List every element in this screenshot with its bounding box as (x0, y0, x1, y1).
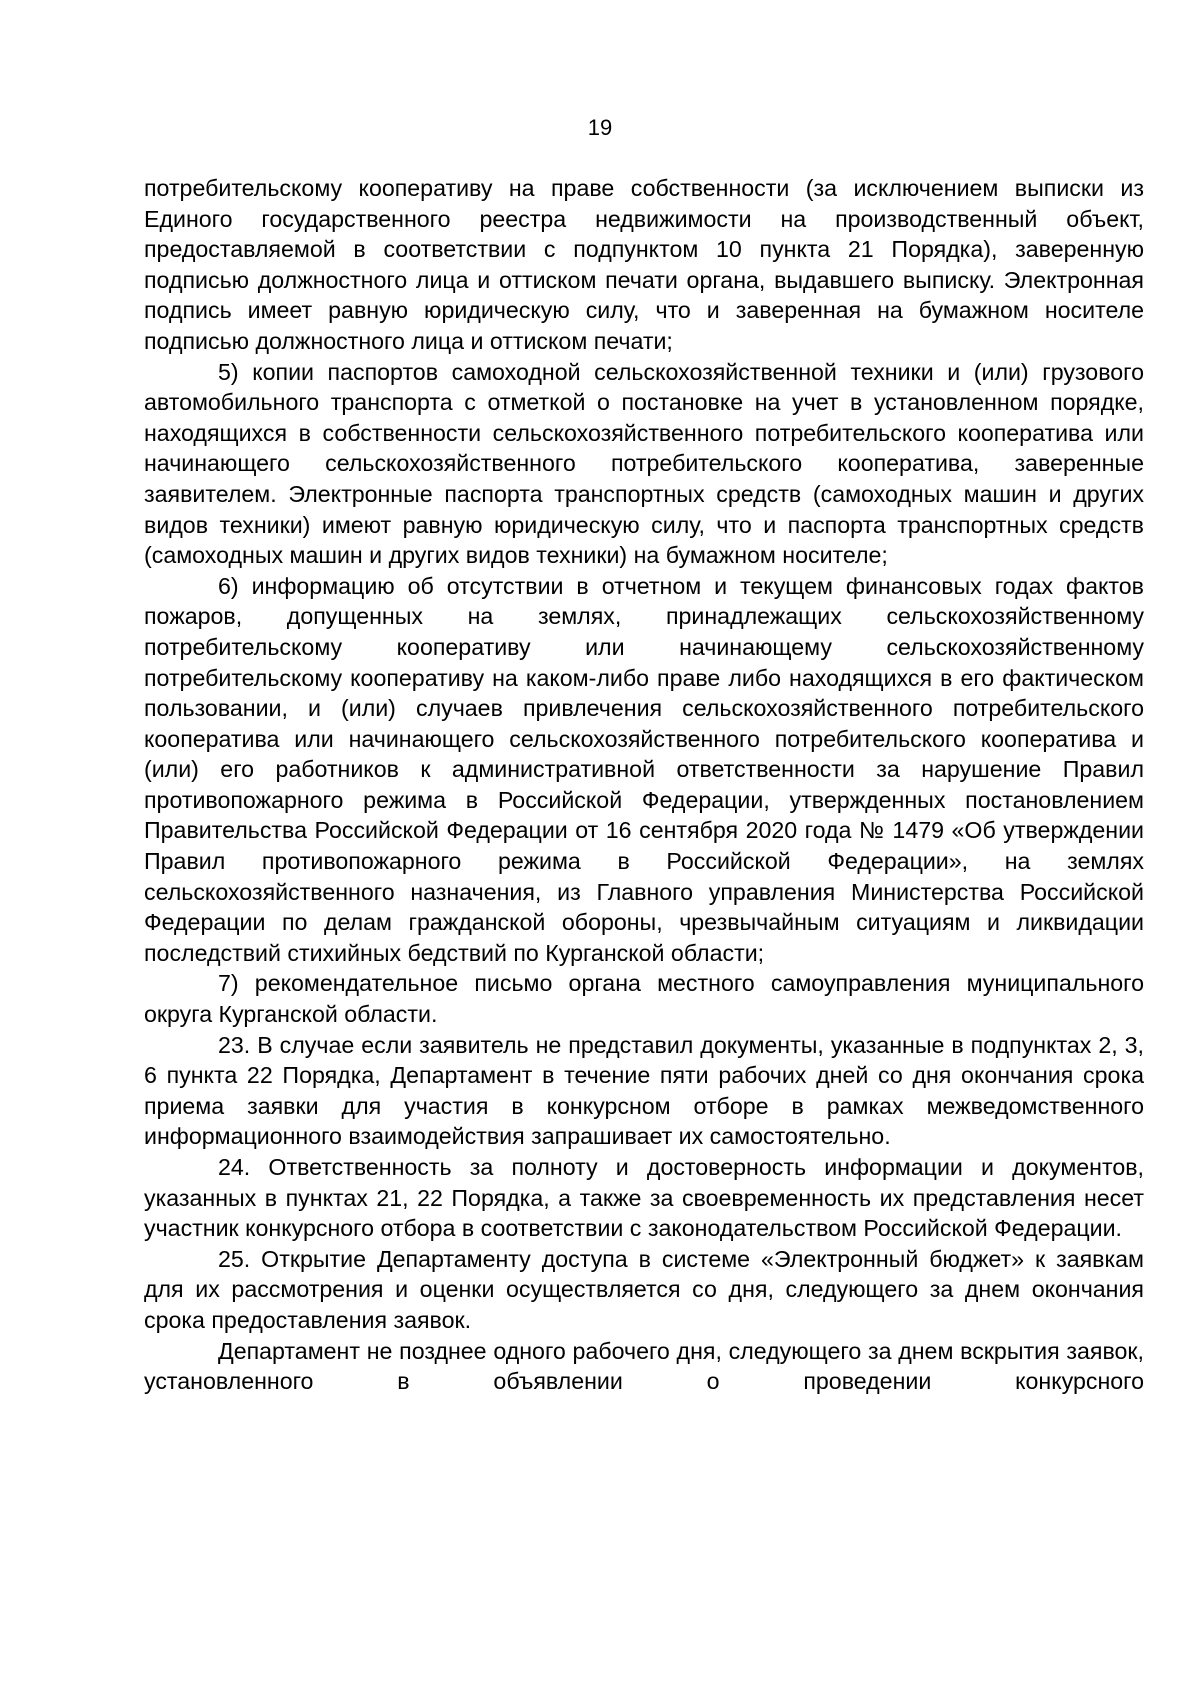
paragraph-25: 25. Открытие Департаменту доступа в системе «Электронный бюджет» к заявкам для их рассмотрения и оценки осуществляется со дня, следующего за днем окончания срока предоставления заявок. (144, 1245, 1144, 1333)
document-body (144, 173, 1144, 1397)
paragraph-item-6: 6) информацию об отсутствии в отчетном и текущем финансовых годах фактов пожаров, допущенных на землях, принадлежащих сельскохозяйственному потребительскому кооперативу или начинающему сельскохозяйственному потребительскому кооперативу на каком-либо праве либо находящихся в его фактическом пользовании, и (или) случаев привлечения сельскохозяйственного потребительского кооператива или начинающего сельскохозяйственного потребительского кооператива и (или) его работников к административной ответственности за нарушение Правил противопожарного режима в Российской Федерации, утвержденных постановлением Правительства Российской Федерации от 16 сентября 2020 года № 1479 «Об утверждении Правил противопожарного режима в Российской Федерации», на землях сельскохозяйственного назначения, из Главного управления Министерства Российской Федерации по делам гражданской обороны, чрезвычайным ситуациям и ликвидации последствий стихийных бедствий по Курганской области; (144, 572, 1144, 966)
paragraph-continuation: потребительскому кооперативу на праве собственности (за исключением выписки из Единого государственного реестра недвижимости на производственный объект, предоставляемой в соответствии с подпунктом 10 пункта 21 Порядка), заверенную подписью должностного лица и оттиском печати органа, выдавшего выписку. Электронная подпись имеет равную юридическую силу, что и заверенная на бумажном носителе подписью должностного лица и оттиском печати; (144, 175, 1144, 354)
paragraph-23: 23. В случае если заявитель не представил документы, указанные в подпунктах 2, 3, 6 пункта 22 Порядка, Департамент в течение пяти рабочих дней со дня окончания срока приема заявки для участия в конкурсном отборе в рамках межведомственного информационного взаимодействия запрашивает их самостоятельно. (144, 1031, 1144, 1150)
paragraph-item-5: 5) копии паспортов самоходной сельскохозяйственной техники и (или) грузового автомобильного транспорта с отметкой о постановке на учет в установленном порядке, находящихся в собственности сельскохозяйственного потребительского кооператива или начинающего сельскохозяйственного потребительского кооператива, заверенные заявителем. Электронные паспорта транспортных средств (самоходных машин и других видов техники) имеют равную юридическую силу, что и паспорта транспортных средств (самоходных машин и других видов техники) на бумажном носителе; (144, 358, 1144, 569)
paragraph-24: 24. Ответственность за полноту и достоверность информации и документов, указанных в пунктах 21, 22 Порядка, а также за своевременность их представления несет участник конкурсного отбора в соответствии с законодательством Российской Федерации. (144, 1154, 1144, 1242)
paragraph-item-7: 7) рекомендательное письмо органа местного самоуправления муниципального округа Курганской области. (144, 970, 1144, 1028)
paragraph-department: Департамент не позднее одного рабочего дня, следующего за днем вскрытия заявок, установленного в объявлении о проведении конкурсного (144, 1337, 1144, 1395)
page-number: 19 (587, 115, 613, 140)
